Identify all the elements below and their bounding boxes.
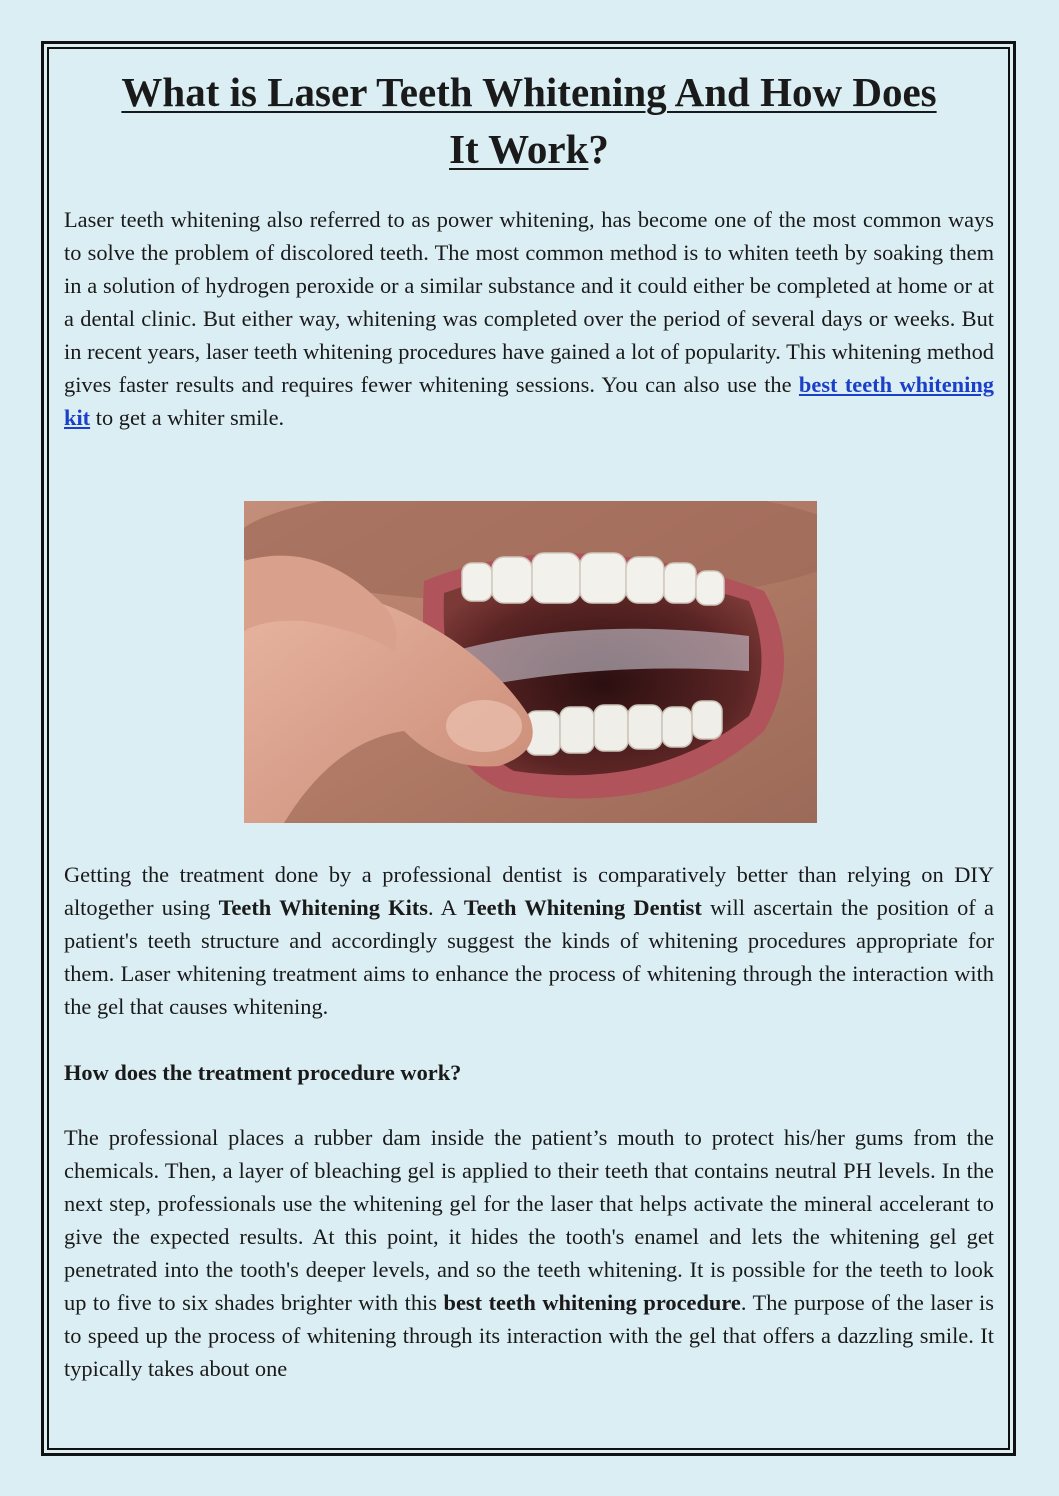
procedure-paragraph: [64, 1121, 994, 1385]
teeth-whitening-kits-bold: Teeth Whitening Kits: [218, 895, 428, 920]
dentist-text-b: . A: [427, 895, 464, 920]
dentist-text-c: will ascertain the position of a patient's teeth structure and accordingly suggest the kinds of whitening procedures appropriate for them. Laser whitening treatment aims to enhance the process of whitening through the interaction with the gel that causes whitening.: [64, 895, 994, 1019]
teeth-whitening-dentist-bold: Teeth Whitening Dentist: [463, 895, 702, 920]
page-title: [64, 64, 994, 178]
title-line-b: It Work: [449, 126, 589, 172]
best-teeth-whitening-kit-link[interactable]: best teeth whitening kit: [64, 372, 995, 430]
procedure-text-a: The professional places a rubber dam inside the patient’s mouth to protect his/her gums from the chemicals. Then, a layer of bleaching gel is applied to their teeth that contains neutral PH levels. In the next step, professionals use the whitening gel for the laser that helps activate the mineral accelerant to give the expected results. At this point, it hides the tooth's enamel and lets the whitening gel get penetrated into the tooth's deeper levels, and so the teeth whitening. It is possible for the teeth to look up to five to six shades brighter with this: [64, 1125, 994, 1315]
teeth-aligner-photo: [244, 501, 817, 823]
title-question-mark: ?: [588, 126, 609, 172]
intro-text-end: to get a whiter smile.: [90, 405, 285, 430]
procedure-text-b: . The purpose of the laser is to speed up the process of whitening through its interaction with the gel that offers a dazzling smile. It typically takes about one: [64, 1290, 994, 1381]
dentist-paragraph: [64, 858, 994, 1023]
section-heading: How does the treatment procedure work?: [64, 1060, 462, 1085]
intro-text: Laser teeth whitening also referred to as power whitening, has become one of the most common ways to solve the problem of discolored teeth. The most common method is to whiten teeth by soaking them in a solution of hydrogen peroxide or a similar substance and it could either be completed at home or at a dental clinic. But either way, whitening was completed over the period of several days or weeks. But in recent years, laser teeth whitening procedures have gained a lot of popularity. This whitening method gives faster results and requires fewer whitening sessions. You can also use the: [64, 207, 994, 397]
title-line-a: What is Laser Teeth Whitening And How Does: [121, 69, 937, 115]
dentist-text-a: Getting the treatment done by a professional dentist is comparatively better than relying on DIY altogether using: [64, 862, 994, 920]
best-procedure-bold: best teeth whitening procedure: [443, 1290, 741, 1315]
intro-paragraph: [64, 203, 994, 434]
